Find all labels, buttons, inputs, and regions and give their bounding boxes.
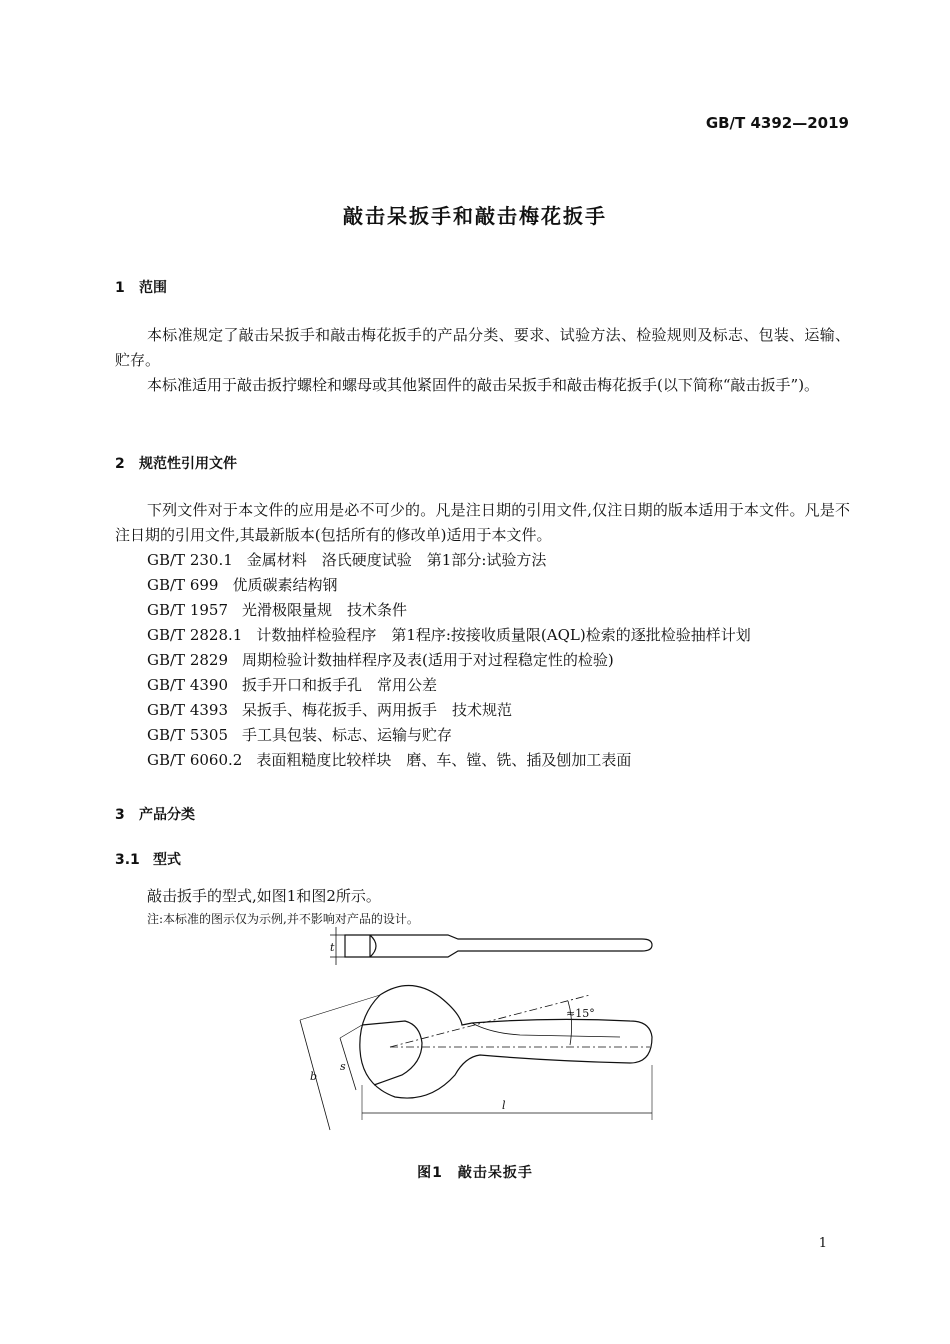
reference-title: 计数抽样检验程序 第1程序:按接收质量限(AQL)检索的逐批检验抽样计划: [256, 626, 751, 644]
reference-item: [147, 723, 452, 748]
figure-note: 注:本标准的图示仅为示例,并不影响对产品的设计。: [147, 912, 419, 926]
section-title: 范围: [139, 280, 167, 296]
scope-paragraph-1: 本标准规定了敲击呆扳手和敲击梅花扳手的产品分类、要求、试验方法、检验规则及标志、包装、运输、贮存。: [115, 326, 850, 369]
section-number: 3.1: [115, 852, 140, 868]
section-heading-3: [115, 804, 195, 824]
wrench-front-view: [300, 985, 652, 1130]
reference-item: [147, 623, 751, 648]
references-intro: 下列文件对于本文件的应用是必不可少的。凡是注日期的引用文件,仅注日期的版本适用于本文件。凡是不注日期的引用文件,其最新版本(包括所有的修改单)适用于本文件。: [115, 501, 850, 544]
reference-code: GB/T 2829: [147, 651, 229, 669]
reference-title: 优质碳素结构钢: [232, 576, 338, 594]
reference-code: GB/T 2828.1: [147, 626, 243, 644]
section-title: 产品分类: [139, 807, 195, 823]
type-paragraph: 敲击扳手的型式,如图1和图2所示。: [147, 887, 381, 905]
reference-title: 表面粗糙度比较样块 磨、车、镗、铣、插及刨加工表面: [256, 751, 632, 769]
reference-code: GB/T 230.1: [147, 551, 233, 569]
label-b: b: [310, 1070, 318, 1083]
page-number: 1: [818, 1236, 827, 1251]
reference-item: [147, 573, 337, 598]
reference-item: [147, 648, 614, 673]
section-heading-2: [115, 453, 237, 473]
reference-title: 扳手开口和扳手孔 常用公差: [242, 676, 438, 694]
label-t: t: [330, 941, 335, 954]
reference-title: 周期检验计数抽样程序及表(适用于对过程稳定性的检验): [242, 651, 614, 669]
reference-item: [147, 673, 437, 698]
section-number: 1: [115, 280, 125, 296]
section-number: 2: [115, 456, 125, 472]
reference-item: [147, 698, 512, 723]
reference-title: 光滑极限量规 技术条件: [242, 601, 408, 619]
section-heading-1: [115, 277, 167, 297]
reference-item: [147, 598, 407, 623]
section-heading-3-1: [115, 849, 181, 869]
reference-title: 金属材料 洛氏硬度试验 第1部分:试验方法: [246, 551, 547, 569]
scope-paragraph-2: 本标准适用于敲击扳拧螺栓和螺母或其他紧固件的敲击呆扳手和敲击梅花扳手(以下简称“敲击扳手”)。: [147, 376, 820, 394]
reference-title: 手工具包装、标志、运输与贮存: [242, 726, 453, 744]
wrench-side-view: [330, 927, 652, 965]
label-s: s: [340, 1060, 346, 1073]
reference-code: GB/T 4390: [147, 676, 229, 694]
reference-code: GB/T 5305: [147, 726, 229, 744]
reference-code: GB/T 1957: [147, 601, 229, 619]
document-code: GB/T 4392—2019: [705, 114, 849, 132]
wrench-drawing: [290, 925, 670, 1135]
figure-caption: 图1 敲击呆扳手: [417, 1165, 533, 1181]
label-l: l: [502, 1099, 506, 1112]
section-title: 型式: [153, 852, 181, 868]
reference-code: GB/T 6060.2: [147, 751, 243, 769]
reference-title: 呆扳手、梅花扳手、两用扳手 技术规范: [242, 701, 513, 719]
reference-item: [147, 748, 631, 773]
page-title: 敲击呆扳手和敲击梅花扳手: [343, 204, 607, 228]
reference-code: GB/T 4393: [147, 701, 229, 719]
reference-code: GB/T 699: [147, 576, 219, 594]
section-title: 规范性引用文件: [139, 456, 237, 472]
reference-item: [147, 548, 546, 573]
label-angle: ≈15°: [566, 1007, 595, 1020]
section-number: 3: [115, 807, 125, 823]
